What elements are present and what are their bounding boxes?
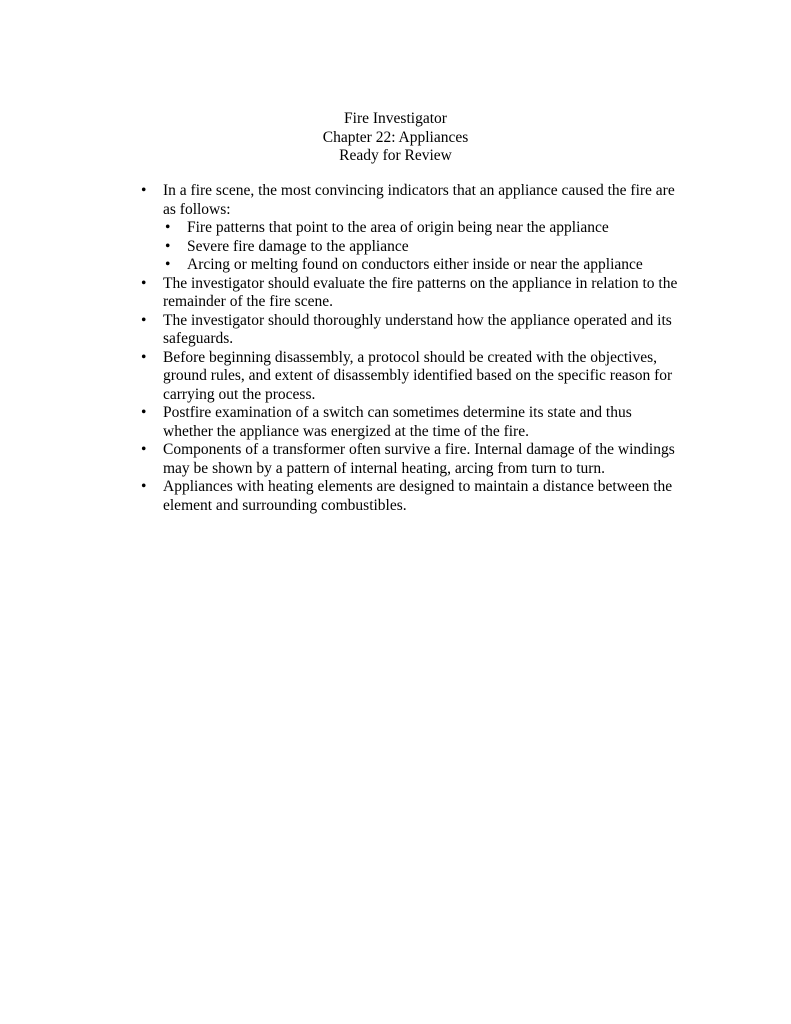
bullet-item: • The investigator should evaluate the fire patterns on the appliance in relation to the remainder of the fire scene. — [139, 275, 679, 312]
bullet-item: • Components of a transformer often survive a fire. Internal damage of the windings may be shown by a pattern of internal heating, arcing from turn to turn. — [139, 441, 679, 478]
sub-bullet-item: • Fire patterns that point to the area of origin being near the appliance — [163, 219, 679, 238]
bullet-item: • Before beginning disassembly, a protocol should be created with the objectives, ground rules, and extent of disassembly identified based on the specific reason for carrying out the process. — [139, 349, 679, 405]
document-header — [0, 110, 791, 166]
bullet-item: • Appliances with heating elements are designed to maintain a distance between the element and surrounding combustibles. — [139, 478, 679, 515]
bullet-item — [139, 182, 679, 275]
chapter-title: Chapter 22: Appliances — [322, 128, 469, 146]
bullet-item: • Postfire examination of a switch can sometimes determine its state and thus whether the appliance was energized at the time of the fire. — [139, 404, 679, 441]
bullet-item: • The investigator should thoroughly understand how the appliance operated and its safeguards. — [139, 312, 679, 349]
review-bullet-list — [139, 182, 679, 515]
section-title: Ready for Review — [339, 147, 452, 164]
sub-bullet-list — [163, 219, 679, 275]
document-title: Fire Investigator — [344, 110, 447, 127]
bullet-text: In a fire scene, the most convincing indicators that an appliance caused the fire are as follows: — [163, 182, 675, 218]
review-content — [139, 182, 679, 515]
sub-bullet-item: • Severe fire damage to the appliance — [163, 238, 679, 257]
sub-bullet-item: • Arcing or melting found on conductors either inside or near the appliance — [163, 256, 679, 275]
